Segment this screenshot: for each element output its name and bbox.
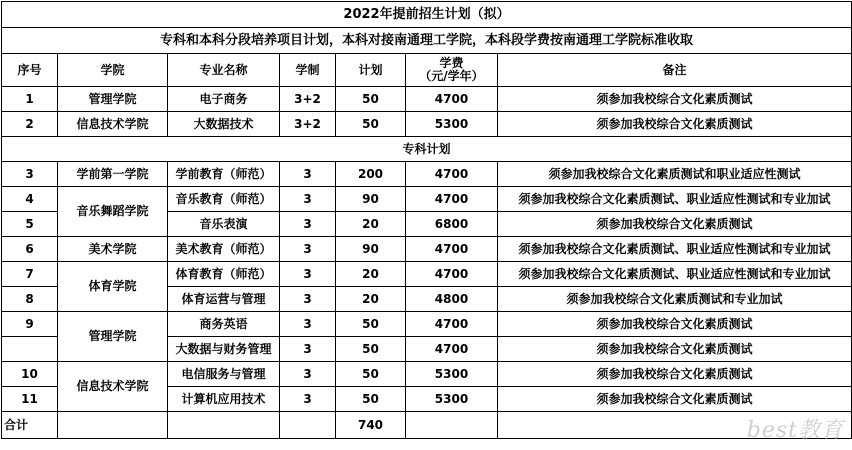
cell-years: 3 xyxy=(280,162,336,187)
cell-major: 音乐表演 xyxy=(168,212,280,237)
cell-college: 信息技术学院 xyxy=(58,112,168,137)
table-row xyxy=(2,362,852,387)
cell-college: 音乐舞蹈学院 xyxy=(58,187,168,237)
cell-major: 音乐教育（师范） xyxy=(168,187,280,212)
header-row xyxy=(2,54,852,87)
cell-note: 须参加我校综合文化素质测试 xyxy=(498,387,852,412)
cell-college: 信息技术学院 xyxy=(58,362,168,412)
cell-no: 1 xyxy=(2,87,58,112)
cell-fee: 4700 xyxy=(406,312,498,337)
cell-major: 大数据技术 xyxy=(168,112,280,137)
cell-note: 须参加我校综合文化素质测试、职业适应性测试和专业加试 xyxy=(498,262,852,287)
cell-plan: 50 xyxy=(336,112,406,137)
header-fee xyxy=(406,54,498,87)
cell-years: 3 xyxy=(280,262,336,287)
cell-years: 3 xyxy=(280,212,336,237)
cell-note: 须参加我校综合文化素质测试 xyxy=(498,112,852,137)
cell-no: 2 xyxy=(2,112,58,137)
cell-major: 大数据与财务管理 xyxy=(168,337,280,362)
cell-fee: 4700 xyxy=(406,162,498,187)
table-row xyxy=(2,87,852,112)
total-empty-college xyxy=(58,412,168,439)
cell-plan: 50 xyxy=(336,312,406,337)
cell-note: 须参加我校综合文化素质测试 xyxy=(498,87,852,112)
table-title: 2022年提前招生计划（拟） xyxy=(2,2,852,28)
cell-note: 须参加我校综合文化素质测试 xyxy=(498,362,852,387)
cell-years: 3 xyxy=(280,237,336,262)
cell-plan: 50 xyxy=(336,362,406,387)
table-row xyxy=(2,162,852,187)
header-major: 专业名称 xyxy=(168,54,280,87)
header-fee-line2: （元/学年） xyxy=(419,69,484,83)
total-plan: 740 xyxy=(336,412,406,439)
header-no: 序号 xyxy=(2,54,58,87)
header-years: 学制 xyxy=(280,54,336,87)
cell-major: 商务英语 xyxy=(168,312,280,337)
cell-note: 须参加我校综合文化素质测试 xyxy=(498,312,852,337)
cell-no: 7 xyxy=(2,262,58,287)
cell-years: 3 xyxy=(280,362,336,387)
cell-college: 管理学院 xyxy=(58,87,168,112)
cell-no: 5 xyxy=(2,212,58,237)
cell-fee: 4700 xyxy=(406,237,498,262)
cell-no: 9 xyxy=(2,312,58,337)
header-note: 备注 xyxy=(498,54,852,87)
cell-no: 4 xyxy=(2,187,58,212)
total-row xyxy=(2,412,852,439)
cell-college: 美术学院 xyxy=(58,237,168,262)
cell-years: 3 xyxy=(280,337,336,362)
enrollment-plan-table xyxy=(1,1,852,439)
cell-plan: 50 xyxy=(336,87,406,112)
header-college: 学院 xyxy=(58,54,168,87)
cell-fee: 4700 xyxy=(406,87,498,112)
cell-major: 学前教育（师范） xyxy=(168,162,280,187)
watermark: best教育 xyxy=(746,418,844,443)
cell-years: 3 xyxy=(280,387,336,412)
cell-plan: 50 xyxy=(336,337,406,362)
cell-major: 体育运营与管理 xyxy=(168,287,280,312)
cell-fee: 4700 xyxy=(406,337,498,362)
cell-no: 8 xyxy=(2,287,58,312)
cell-major: 体育教育（师范） xyxy=(168,262,280,287)
cell-fee: 4700 xyxy=(406,187,498,212)
cell-plan: 200 xyxy=(336,162,406,187)
total-empty-fee xyxy=(406,412,498,439)
cell-plan: 20 xyxy=(336,262,406,287)
cell-note: 须参加我校综合文化素质测试、职业适应性测试和专业加试 xyxy=(498,237,852,262)
cell-years: 3+2 xyxy=(280,112,336,137)
header-fee-line1: 学费 xyxy=(439,56,464,70)
cell-college: 管理学院 xyxy=(58,312,168,362)
cell-years: 3 xyxy=(280,312,336,337)
total-empty-major xyxy=(168,412,280,439)
table-subtitle: 专科和本科分段培养项目计划，本科对接南通理工学院，本科段学费按南通理工学院标准收取 xyxy=(2,28,852,54)
cell-major: 计算机应用技术 xyxy=(168,387,280,412)
cell-no: 6 xyxy=(2,237,58,262)
cell-fee: 6800 xyxy=(406,212,498,237)
total-empty-years xyxy=(280,412,336,439)
cell-plan: 90 xyxy=(336,237,406,262)
cell-fee: 5300 xyxy=(406,387,498,412)
cell-college: 学前第一学院 xyxy=(58,162,168,187)
cell-years: 3 xyxy=(280,187,336,212)
table-row xyxy=(2,112,852,137)
cell-major: 美术教育（师范） xyxy=(168,237,280,262)
cell-note: 须参加我校综合文化素质测试 xyxy=(498,212,852,237)
cell-fee: 4700 xyxy=(406,262,498,287)
cell-plan: 90 xyxy=(336,187,406,212)
cell-no: 3 xyxy=(2,162,58,187)
cell-note: 须参加我校综合文化素质测试和专业加试 xyxy=(498,287,852,312)
total-label: 合计 xyxy=(2,412,58,439)
total-empty-note xyxy=(498,412,852,439)
cell-years: 3+2 xyxy=(280,87,336,112)
cell-note: 须参加我校综合文化素质测试 xyxy=(498,337,852,362)
header-plan: 计划 xyxy=(336,54,406,87)
section-label: 专科计划 xyxy=(2,137,852,162)
table-row xyxy=(2,262,852,287)
cell-note: 须参加我校综合文化素质测试和职业适应性测试 xyxy=(498,162,852,187)
cell-fee: 5300 xyxy=(406,112,498,137)
table-row xyxy=(2,187,852,212)
cell-college: 体育学院 xyxy=(58,262,168,312)
cell-note: 须参加我校综合文化素质测试、职业适应性测试和专业加试 xyxy=(498,187,852,212)
cell-plan: 50 xyxy=(336,387,406,412)
cell-no: 10 xyxy=(2,362,58,387)
cell-major: 电信服务与管理 xyxy=(168,362,280,387)
cell-plan: 20 xyxy=(336,212,406,237)
cell-fee: 4800 xyxy=(406,287,498,312)
cell-fee: 5300 xyxy=(406,362,498,387)
cell-plan: 20 xyxy=(336,287,406,312)
table-row xyxy=(2,312,852,337)
cell-no: 11 xyxy=(2,387,58,412)
cell-no xyxy=(2,337,58,362)
table-row xyxy=(2,237,852,262)
cell-years: 3 xyxy=(280,287,336,312)
cell-major: 电子商务 xyxy=(168,87,280,112)
